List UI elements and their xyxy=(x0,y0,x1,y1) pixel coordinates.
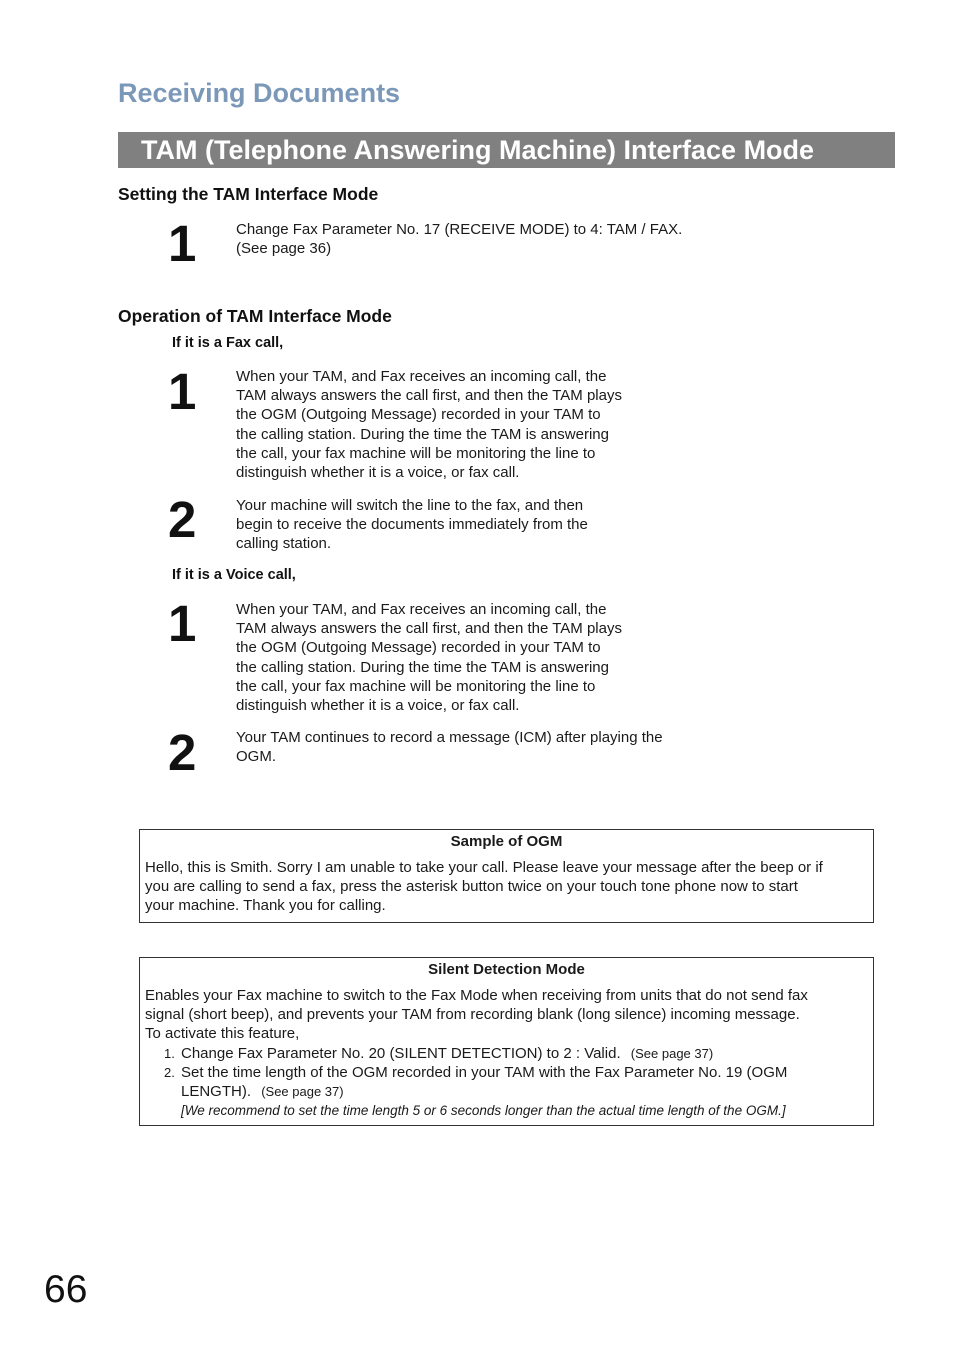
voice-step-2-text xyxy=(236,728,663,766)
silent-detection-title: Silent Detection Mode xyxy=(428,961,585,978)
list-marker: 2. xyxy=(164,1064,175,1080)
text-line: the calling station. During the time the TAM is answering xyxy=(236,425,609,443)
page-reference: (See page 37) xyxy=(630,1045,714,1061)
recommendation-note: [We recommend to set the time length 5 or 6 seconds longer than the actual time length of the OGM.] xyxy=(181,1103,786,1119)
voice-call-label: If it is a Voice call, xyxy=(172,567,296,583)
text-line: signal (short beep), and prevents your TAM from recording blank (long silence) incoming message. xyxy=(145,1006,800,1024)
step-number: 1 xyxy=(168,363,197,420)
setting-heading: Setting the TAM Interface Mode xyxy=(118,184,379,204)
list-item-text: Set the time length of the OGM recorded in your TAM with the Fax Parameter No. 19 (OGM xyxy=(181,1063,788,1081)
list-item xyxy=(145,1044,873,1063)
text-line: Enables your Fax machine to switch to the Fax Mode when receiving from units that do not send fax xyxy=(145,987,808,1004)
list-item xyxy=(145,1063,873,1082)
text-line: When your TAM, and Fax receives an incoming call, the xyxy=(236,601,607,618)
silent-detection-box xyxy=(139,957,874,1126)
voice-step-1-text xyxy=(236,600,622,715)
text-line: you are calling to send a fax, press the asterisk button twice on your touch tone phone now to start xyxy=(145,878,798,896)
section-banner-title: TAM (Telephone Answering Machine) Interface Mode xyxy=(141,135,815,165)
text-line: distinguish whether it is a voice, or fax call. xyxy=(236,464,520,482)
text-line: OGM. xyxy=(236,748,276,766)
fax-step-2-text xyxy=(236,496,588,554)
list-marker: 1. xyxy=(164,1045,175,1061)
text-line: the OGM (Outgoing Message) recorded in your TAM to xyxy=(236,639,601,657)
text-line: Change Fax Parameter No. 17 (RECEIVE MODE) to 4: TAM / FAX. xyxy=(236,221,683,238)
text-line: To activate this feature, xyxy=(145,1025,300,1043)
ogm-sample-box xyxy=(139,829,874,923)
step-number: 2 xyxy=(168,724,197,781)
chapter-title: Receiving Documents xyxy=(118,78,401,108)
step-number: 2 xyxy=(168,491,197,548)
section-banner xyxy=(118,132,895,168)
text-line: your machine. Thank you for calling. xyxy=(145,897,386,915)
text-line: the calling station. During the time the TAM is answering xyxy=(236,658,609,676)
text-line: distinguish whether it is a voice, or fax call. xyxy=(236,697,520,715)
silent-detection-body xyxy=(145,986,873,1120)
page-number: 66 xyxy=(44,1268,88,1311)
text-line: (See page 36) xyxy=(236,240,332,258)
text-line: calling station. xyxy=(236,535,332,553)
text-line: TAM always answers the call first, and then the TAM plays xyxy=(236,620,622,638)
list-item-text: Change Fax Parameter No. 20 (SILENT DETECTION) to 2 : Valid. xyxy=(181,1044,621,1062)
text-line: Your machine will switch the line to the fax, and then xyxy=(236,497,584,514)
text-line: the OGM (Outgoing Message) recorded in your TAM to xyxy=(236,406,601,424)
setting-step-1-text xyxy=(236,220,682,258)
page-reference: (See page 37) xyxy=(261,1084,344,1100)
list-item-text: LENGTH). xyxy=(181,1083,252,1101)
text-line: the call, your fax machine will be monitoring the line to xyxy=(236,677,596,695)
ogm-sample-title: Sample of OGM xyxy=(450,833,563,850)
ogm-sample-body xyxy=(145,858,873,916)
text-line: Your TAM continues to record a message (ICM) after playing the xyxy=(236,729,663,746)
step-number: 1 xyxy=(168,215,197,272)
fax-call-label: If it is a Fax call, xyxy=(172,335,284,351)
text-line: When your TAM, and Fax receives an incoming call, the xyxy=(236,368,607,385)
step-number: 1 xyxy=(168,595,197,652)
operation-heading: Operation of TAM Interface Mode xyxy=(118,306,392,326)
text-line: the call, your fax machine will be monitoring the line to xyxy=(236,444,596,462)
text-line: TAM always answers the call first, and then the TAM plays xyxy=(236,387,622,405)
text-line: begin to receive the documents immediately from the xyxy=(236,516,588,534)
fax-step-1-text xyxy=(236,367,622,482)
text-line: Hello, this is Smith. Sorry I am unable to take your call. Please leave your message after the beep or if xyxy=(145,859,823,876)
list-item-continuation xyxy=(145,1082,873,1101)
